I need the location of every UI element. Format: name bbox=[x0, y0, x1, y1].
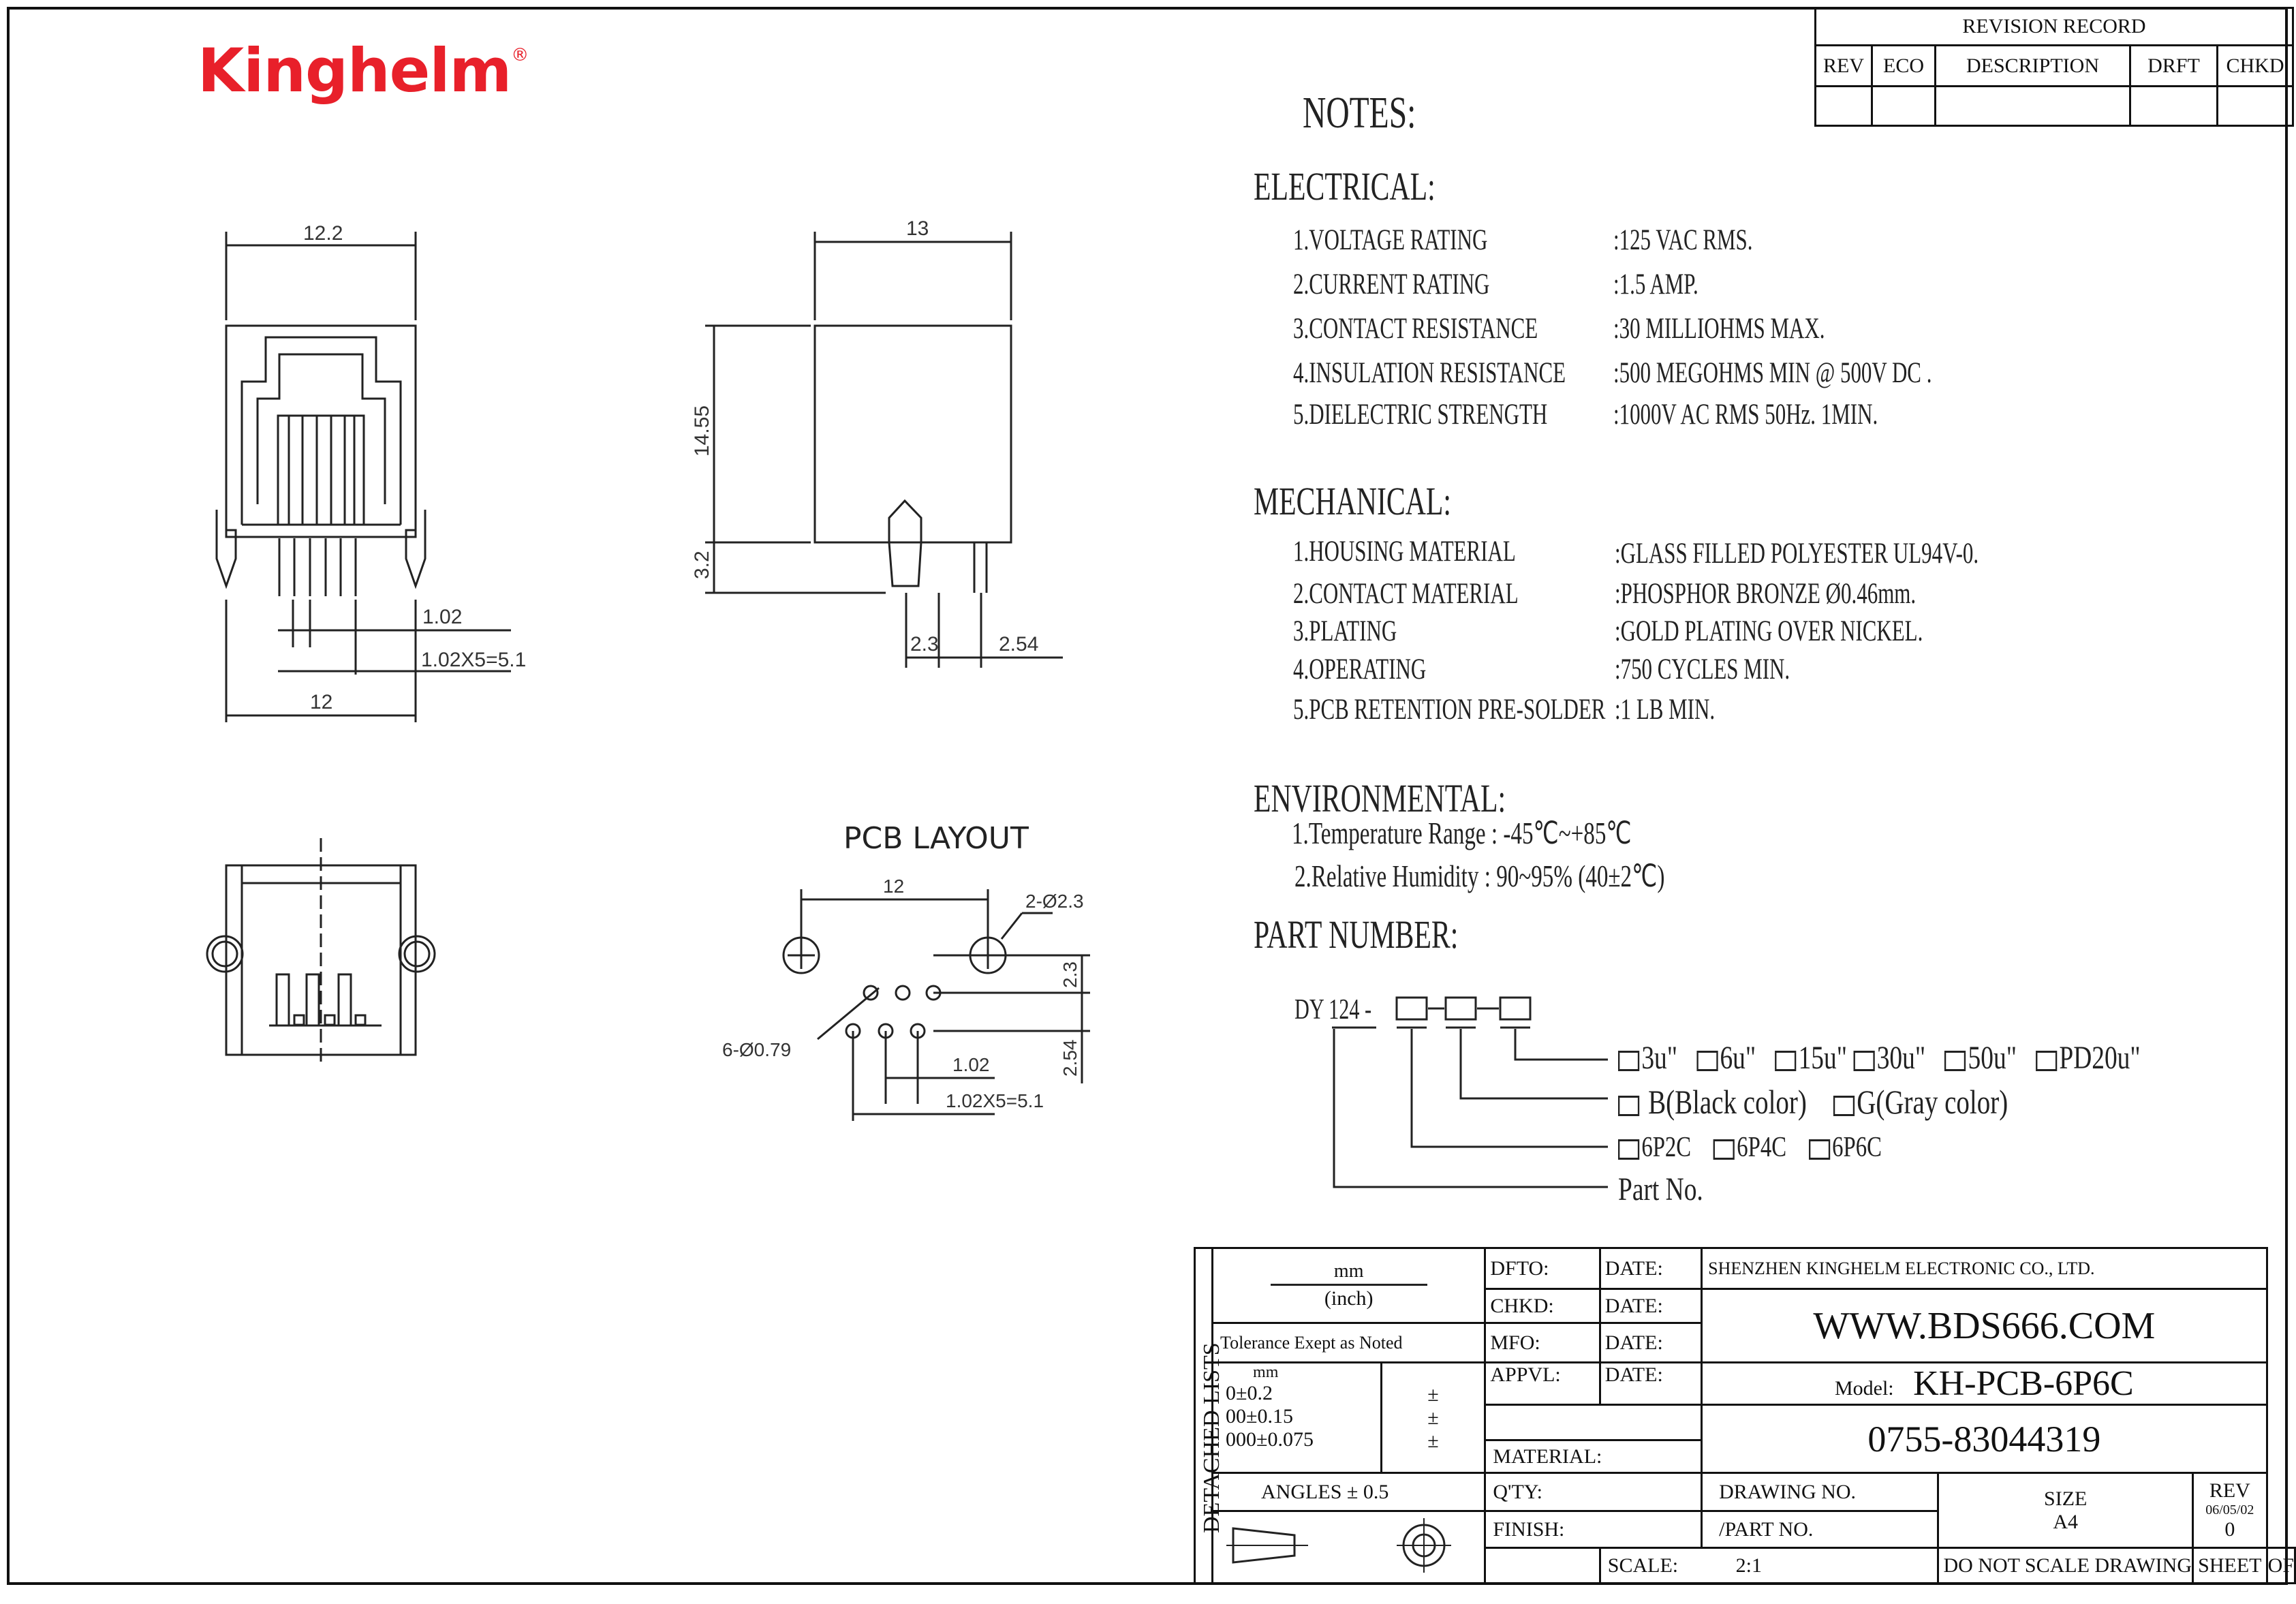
environmental-item: 2.Relative Humidity : 90~95% (40±2℃) bbox=[1294, 859, 1665, 893]
brand-logo: Kinghelm® bbox=[198, 35, 529, 106]
pcb-layout-drawing bbox=[681, 859, 1158, 1145]
electrical-heading: ELECTRICAL: bbox=[1254, 164, 1436, 209]
material-label: MATERIAL: bbox=[1493, 1445, 1602, 1468]
mechanical-item-value: :GLASS FILLED POLYESTER UL94V-0. bbox=[1615, 538, 1979, 570]
title-block bbox=[1194, 1247, 2296, 1584]
checkbox-icon bbox=[1944, 1051, 1966, 1071]
plusminus: ± bbox=[1427, 1406, 1439, 1429]
electrical-item-value: :125 VAC RMS. bbox=[1613, 224, 1753, 256]
phone-number: 0755-83044319 bbox=[1867, 1418, 2101, 1460]
pcb-pitch-label: 1.02 bbox=[952, 1054, 990, 1075]
checkbox-icon bbox=[1696, 1051, 1718, 1071]
chkd-label: CHKD: bbox=[1490, 1294, 1554, 1317]
mechanical-item-label: 5.PCB RETENTION PRE-SOLDER bbox=[1293, 694, 1606, 726]
appvl-label: APPVL: bbox=[1490, 1363, 1561, 1386]
pcb-large-holes-label: 2-Ø2.3 bbox=[1025, 891, 1084, 912]
tolerance-row: 00±0.15 bbox=[1226, 1405, 1294, 1428]
checkbox-icon bbox=[2036, 1051, 2057, 1071]
date-label: DATE: bbox=[1604, 1363, 1663, 1386]
electrical-item-label: 2.CURRENT RATING bbox=[1293, 268, 1490, 300]
projection-symbol-icon bbox=[1226, 1515, 1472, 1576]
revision-record-title: REVISION RECORD bbox=[1962, 15, 2146, 37]
do-not-scale-label: DO NOT SCALE DRAWING bbox=[1943, 1554, 2192, 1577]
detached-lists-label: DETACHED LISTS bbox=[1199, 1342, 1224, 1533]
electrical-item-label: 1.VOLTAGE RATING bbox=[1293, 224, 1488, 256]
dfto-label: DFTO: bbox=[1490, 1256, 1549, 1280]
side-width-label: 13 bbox=[906, 217, 929, 240]
electrical-item-value: :30 MILLIOHMS MAX. bbox=[1613, 313, 1825, 345]
part-number-prefix: DY 124 - bbox=[1294, 994, 1372, 1025]
environmental-item: 1.Temperature Range : -45℃~+85℃ bbox=[1292, 816, 1632, 850]
size-value: A4 bbox=[2053, 1510, 2079, 1533]
mechanical-item-value: :GOLD PLATING OVER NICKEL. bbox=[1615, 615, 1923, 647]
checkbox-icon bbox=[1775, 1051, 1796, 1071]
mechanical-item-label: 4.OPERATING bbox=[1293, 653, 1427, 685]
model-label: Model: bbox=[1834, 1377, 1894, 1400]
qty-label: Q'TY: bbox=[1493, 1480, 1543, 1503]
front-base-label: 12 bbox=[310, 691, 333, 713]
mfo-label: MFO: bbox=[1490, 1331, 1540, 1354]
part-no-field-label: /PART NO. bbox=[1719, 1517, 1814, 1541]
mechanical-item-label: 3.PLATING bbox=[1293, 615, 1397, 647]
mechanical-item-value: :PHOSPHOR BRONZE Ø0.46mm. bbox=[1615, 578, 1917, 610]
plusminus: ± bbox=[1427, 1383, 1439, 1406]
color-options: B(Black color) G(Gray color) bbox=[1618, 1082, 2008, 1122]
pcb-layout-title: PCB LAYOUT bbox=[843, 821, 1029, 856]
drawing-no-label: DRAWING NO. bbox=[1719, 1480, 1857, 1503]
pcb-row-offset-label: 2.3 bbox=[1059, 961, 1081, 988]
description-header: DESCRIPTION bbox=[1966, 54, 2099, 77]
checkbox-icon bbox=[1618, 1051, 1639, 1071]
part-number-heading: PART NUMBER: bbox=[1254, 912, 1459, 957]
checkbox-icon bbox=[1713, 1139, 1735, 1160]
company-name: SHENZHEN KINGHELM ELECTRONIC CO., LTD. bbox=[1708, 1258, 2095, 1278]
angles-label: ANGLES ± 0.5 bbox=[1261, 1480, 1389, 1503]
size-label: SIZE bbox=[2044, 1487, 2088, 1510]
front-width-label: 12.2 bbox=[303, 222, 343, 245]
rev-label: REV bbox=[2209, 1479, 2250, 1502]
unit-mm: mm bbox=[1333, 1261, 1364, 1282]
mechanical-item-value: :1 LB MIN. bbox=[1615, 694, 1716, 726]
checkbox-icon bbox=[1833, 1096, 1855, 1116]
electrical-item-label: 4.INSULATION RESISTANCE bbox=[1293, 357, 1566, 389]
tolerance-row: 0±0.2 bbox=[1226, 1382, 1273, 1404]
electrical-item-value: :1000V AC RMS 50Hz. 1MIN. bbox=[1613, 399, 1878, 431]
electrical-item-value: :1.5 AMP. bbox=[1613, 268, 1698, 300]
electrical-item-value: :500 MEGOHMS MIN @ 500V DC . bbox=[1613, 357, 1932, 389]
of-label: OF bbox=[2267, 1554, 2294, 1577]
plating-options: 3u" 6u" 15u" 30u" 50u" PD20u" bbox=[1618, 1039, 2141, 1077]
mechanical-item-label: 1.HOUSING MATERIAL bbox=[1293, 536, 1516, 568]
date-label: DATE: bbox=[1604, 1256, 1663, 1280]
side-pin-label: 3.2 bbox=[691, 551, 713, 579]
model-value: KH-PCB-6P6C bbox=[1913, 1364, 2134, 1403]
rev-value: 0 bbox=[2224, 1518, 2235, 1541]
pcb-row-pitch-label: 2.54 bbox=[1059, 1039, 1081, 1077]
checkbox-icon bbox=[1618, 1139, 1639, 1160]
tolerance-title: Tolerance Exept as Noted bbox=[1220, 1332, 1403, 1353]
pcb-width-label: 12 bbox=[883, 876, 905, 897]
electrical-item-label: 5.DIELECTRIC STRENGTH bbox=[1293, 399, 1548, 431]
plusminus: ± bbox=[1427, 1429, 1439, 1452]
drft-header: DRFT bbox=[2147, 54, 2200, 77]
mechanical-item-label: 2.CONTACT MATERIAL bbox=[1293, 578, 1519, 610]
finish-label: FINISH: bbox=[1493, 1517, 1565, 1541]
scale-value: 2:1 bbox=[1735, 1554, 1762, 1577]
checkbox-icon bbox=[1809, 1139, 1830, 1160]
date-label: DATE: bbox=[1604, 1331, 1663, 1354]
date-label: DATE: bbox=[1604, 1294, 1663, 1317]
contact-options: 6P2C 6P4C 6P6C bbox=[1618, 1131, 1882, 1164]
mechanical-item-value: :750 CYCLES MIN. bbox=[1615, 653, 1790, 685]
checkbox-icon bbox=[1853, 1051, 1874, 1071]
front-pitch-label: 1.02 bbox=[422, 606, 463, 628]
rev-header: REV bbox=[1823, 54, 1864, 77]
rev-date: 06/05/02 bbox=[2205, 1502, 2254, 1517]
notes-title: NOTES: bbox=[1303, 88, 1416, 138]
mechanical-heading: MECHANICAL: bbox=[1254, 479, 1452, 523]
side-post-label: 2.3 bbox=[910, 633, 939, 656]
sheet-label: SHEET bbox=[2198, 1554, 2262, 1577]
front-pitch-total-label: 1.02X5=5.1 bbox=[421, 649, 527, 671]
checkbox-icon bbox=[1618, 1096, 1639, 1116]
tolerance-row: 000±0.075 bbox=[1226, 1428, 1314, 1451]
electrical-item-label: 3.CONTACT RESISTANCE bbox=[1293, 313, 1538, 345]
part-no-label: Part No. bbox=[1618, 1171, 1703, 1207]
website: WWW.BDS666.COM bbox=[1813, 1304, 2156, 1347]
side-height-label: 14.55 bbox=[691, 405, 713, 457]
pcb-small-holes-label: 6-Ø0.79 bbox=[722, 1039, 792, 1060]
environmental-heading: ENVIRONMENTAL: bbox=[1254, 776, 1506, 820]
eco-header: ECO bbox=[1883, 54, 1924, 77]
pcb-pitch-total-label: 1.02X5=5.1 bbox=[946, 1090, 1044, 1111]
tolerance-mm: mm bbox=[1253, 1363, 1279, 1381]
side-pin-offset-label: 2.54 bbox=[999, 633, 1039, 656]
scale-label: SCALE: bbox=[1607, 1554, 1679, 1577]
chkd-header: CHKD bbox=[2226, 54, 2284, 77]
unit-inch: (inch) bbox=[1324, 1287, 1374, 1310]
